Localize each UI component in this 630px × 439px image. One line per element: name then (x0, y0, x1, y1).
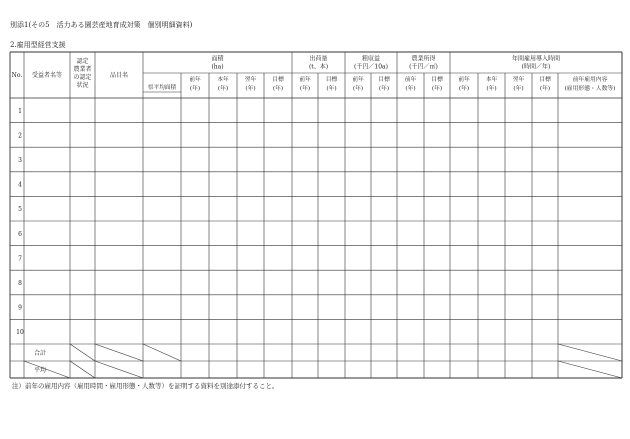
header-year-col: 前年 (299, 77, 311, 84)
document-title: 別添1(その5 活力ある園芸産地育成対策 個別明細資料) (10, 21, 193, 29)
row-number: 6 (18, 230, 22, 238)
row-number: 10 (16, 329, 24, 337)
header-beneficiary: 受益者名等 (31, 72, 63, 79)
header-employment-detail: 前年雇用内容 (572, 77, 608, 84)
total-diagonal (558, 344, 622, 361)
header-gross-income: 粗収益 (361, 55, 381, 63)
header-certified-status: 農業者 (73, 66, 92, 74)
header-year-col: 目標 (431, 77, 443, 84)
header-year-col: 前年 (189, 77, 201, 84)
header-no: No. (11, 72, 23, 79)
header-year-col: 前年 (352, 77, 364, 84)
footnote: 注）前年の雇用内容（雇用時間・雇用形態・人数等）を証明する資料を別途添付すること。 (12, 382, 279, 390)
header-year-col: 本年 (485, 77, 498, 84)
total-diagonal (95, 344, 143, 361)
section-subtitle: 2.雇用型経営支援 (10, 41, 66, 49)
header-year-col: (年) (458, 86, 470, 93)
header-year-col: (年) (299, 86, 311, 93)
header-item-name: 品目名 (109, 72, 129, 79)
header-gross-income: (千円／10a) (354, 63, 388, 71)
header-year-col: (年) (272, 86, 284, 93)
row-number: 2 (18, 132, 22, 140)
header-shipment: 出荷量 (309, 55, 328, 63)
header-year-col: (年) (245, 86, 256, 93)
header-year-col: (年) (378, 86, 390, 93)
row-number: 3 (18, 157, 22, 164)
header-year-col: (年) (431, 86, 443, 93)
row-number: 5 (18, 206, 22, 214)
header-year-col: 目標 (539, 77, 551, 84)
header-shipment: (t、本) (308, 63, 329, 71)
header-year-col: (年) (189, 86, 201, 93)
row-number: 9 (18, 304, 22, 312)
header-employment-hours: (時間／年) (521, 63, 551, 71)
header-year-col: 目標 (325, 77, 338, 84)
header-year-col: (年) (352, 86, 364, 93)
header-farm-income: 農業所得 (411, 55, 436, 63)
header-year-col: 翌年 (244, 77, 257, 84)
total-label: 合計 (33, 350, 47, 357)
table-grid (10, 52, 622, 378)
header-certified-status: 状況 (76, 82, 89, 90)
header-year-col: (年) (539, 86, 551, 93)
total-diagonal (143, 344, 181, 361)
header-year-col: (年) (217, 86, 229, 93)
header-year-col: (年) (513, 86, 524, 93)
header-year-col: 前年 (404, 77, 417, 84)
header-employment-detail: (雇用形態・人数等) (564, 86, 616, 93)
row-number: 4 (18, 181, 22, 189)
row-number: 1 (18, 107, 22, 115)
header-year-col: (年) (326, 86, 337, 93)
header-certified-status: 認定 (76, 58, 89, 66)
header-year-col: (年) (486, 86, 497, 93)
header-certified-status: の認定 (73, 74, 92, 82)
header-area: 面積 (211, 55, 224, 63)
header-area: (ha) (211, 63, 224, 71)
header-year-col: 目標 (272, 77, 284, 84)
table-labels (12, 55, 616, 374)
header-employment-hours: 年間雇用導入時間 (511, 55, 561, 63)
header-year-col: 目標 (378, 77, 390, 84)
average-diagonal (70, 361, 95, 378)
header-year-col: (年) (405, 86, 416, 93)
header-year-col: 前年 (458, 77, 470, 84)
header-pref-avg-area: 県平均面積 (148, 85, 176, 91)
average-diagonal (558, 361, 622, 378)
header-year-col: 翌年 (512, 77, 525, 84)
header-year-col: 本年 (217, 77, 229, 84)
row-number: 8 (18, 280, 22, 287)
average-diagonal (95, 361, 143, 378)
header-farm-income: (千円／㎡) (409, 63, 438, 71)
total-diagonal (70, 344, 95, 361)
average-label: 平均 (33, 367, 47, 374)
average-diagonal (24, 361, 70, 378)
row-number: 7 (18, 255, 22, 263)
